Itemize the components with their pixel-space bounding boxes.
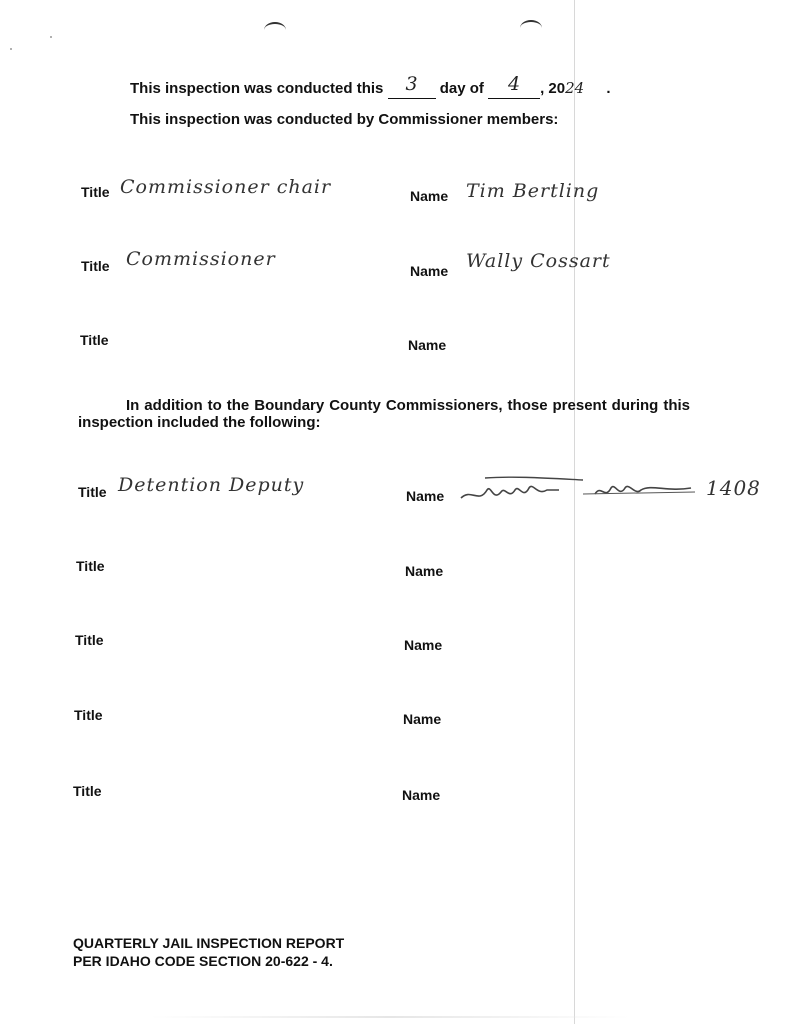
day-of-text: day of	[439, 80, 484, 97]
footer-line-2: PER IDAHO CODE SECTION 20-622 - 4.	[73, 953, 333, 969]
name-value: Tim Bertling	[466, 180, 600, 202]
report-footer	[73, 934, 344, 970]
present-intro-text: In addition to the Boundary County Commissioners, those present during this inspection included the following:	[78, 397, 690, 431]
title-label: Title	[81, 184, 110, 200]
year-prefix: 20	[548, 80, 566, 97]
handwritten-signature	[455, 470, 705, 510]
title-value: Detention Deputy	[118, 474, 305, 496]
punch-hole-left	[264, 22, 286, 38]
inspection-date-line: This inspection was conducted this 3 day of 4 , 2024 .	[130, 73, 611, 97]
name-label: Name	[404, 637, 443, 653]
members-line: This inspection was conducted by Commissioner members:	[130, 111, 559, 128]
year-value: 24	[565, 79, 585, 97]
day-value: 3	[405, 73, 418, 95]
name-value: Wally Cossart	[466, 250, 611, 272]
badge-number: 1408	[706, 476, 761, 500]
end-mark: .	[606, 80, 611, 97]
scan-fold-line	[574, 0, 575, 1024]
scan-edge-shadow	[150, 1016, 630, 1018]
title-value: Commissioner	[126, 248, 276, 270]
name-label: Name	[408, 337, 447, 353]
name-label: Name	[410, 263, 449, 279]
scan-speck	[50, 36, 52, 38]
month-value: 4	[508, 73, 521, 95]
title-label: Title	[76, 558, 105, 574]
punch-hole-right	[520, 20, 542, 36]
name-label: Name	[406, 488, 445, 504]
day-blank	[388, 73, 436, 99]
conducted-prefix: This inspection was conducted this	[130, 80, 384, 97]
name-label: Name	[403, 711, 442, 727]
title-label: Title	[80, 332, 109, 348]
title-label: Title	[73, 783, 102, 799]
title-label: Title	[81, 258, 110, 274]
present-intro	[78, 397, 690, 431]
title-value: Commissioner chair	[120, 176, 332, 198]
name-label: Name	[405, 563, 444, 579]
month-blank	[488, 73, 540, 99]
name-label: Name	[402, 787, 441, 803]
title-label: Title	[75, 632, 104, 648]
title-label: Title	[74, 707, 103, 723]
name-label: Name	[410, 188, 449, 204]
scan-speck	[10, 48, 12, 50]
footer-line-1: QUARTERLY JAIL INSPECTION REPORT	[73, 935, 345, 951]
title-label: Title	[78, 484, 107, 500]
